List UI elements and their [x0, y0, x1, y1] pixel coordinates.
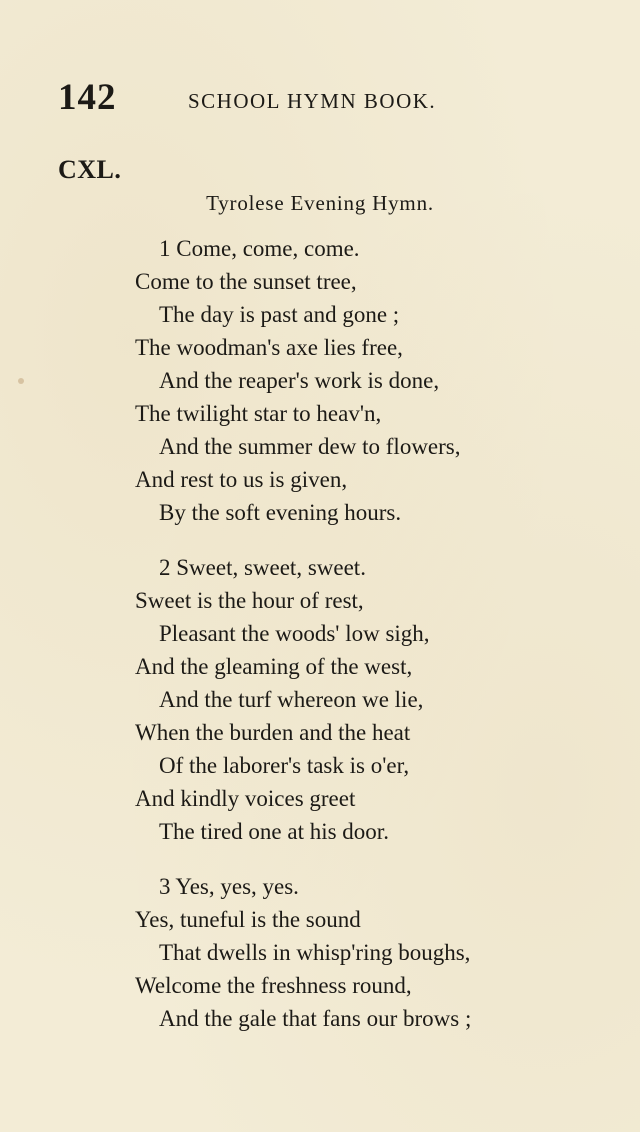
- verse-line: Of the laborer's task is o'er,: [159, 753, 410, 778]
- verse-line: And kindly voices greet: [135, 786, 356, 811]
- stanza-3: [135, 870, 605, 1035]
- verse-line: And the summer dew to flowers,: [159, 434, 461, 459]
- verse-line: 1 Come, come, come.: [159, 236, 360, 261]
- book-title: SCHOOL HYMN BOOK.: [188, 89, 437, 113]
- verse-line: Yes, tuneful is the sound: [135, 907, 361, 932]
- stanza-1: [135, 232, 605, 529]
- hymn-title: Tyrolese Evening Hymn.: [206, 191, 434, 215]
- verse-line: By the soft evening hours.: [159, 500, 402, 525]
- verse-line: Welcome the freshness round,: [135, 973, 412, 998]
- verse-line: And the gleaming of the west,: [135, 654, 413, 679]
- verse-line: When the burden and the heat: [135, 720, 411, 745]
- verse-line: The tired one at his door.: [159, 819, 389, 844]
- verse-line: Come to the sunset tree,: [135, 269, 357, 294]
- verse-line: And the reaper's work is done,: [159, 368, 440, 393]
- running-head: [58, 78, 598, 122]
- verse-line: 2 Sweet, sweet, sweet.: [159, 555, 366, 580]
- page-number: 142: [58, 77, 117, 118]
- hymn-body: [135, 232, 605, 1057]
- stanza-2: [135, 551, 605, 848]
- verse-line: And rest to us is given,: [135, 467, 348, 492]
- verse-line: The woodman's axe lies free,: [135, 335, 403, 360]
- verse-line: And the gale that fans our brows ;: [159, 1006, 472, 1031]
- verse-line: The day is past and gone ;: [159, 302, 400, 327]
- verse-line: That dwells in whisp'ring boughs,: [159, 940, 471, 965]
- paper-spot: [18, 378, 24, 384]
- verse-line: 3 Yes, yes, yes.: [159, 874, 299, 899]
- verse-line: The twilight star to heav'n,: [135, 401, 382, 426]
- verse-line: And the turf whereon we lie,: [159, 687, 424, 712]
- verse-line: Pleasant the woods' low sigh,: [159, 621, 430, 646]
- verse-line: Sweet is the hour of rest,: [135, 588, 364, 613]
- hymn-number: CXL.: [58, 155, 122, 184]
